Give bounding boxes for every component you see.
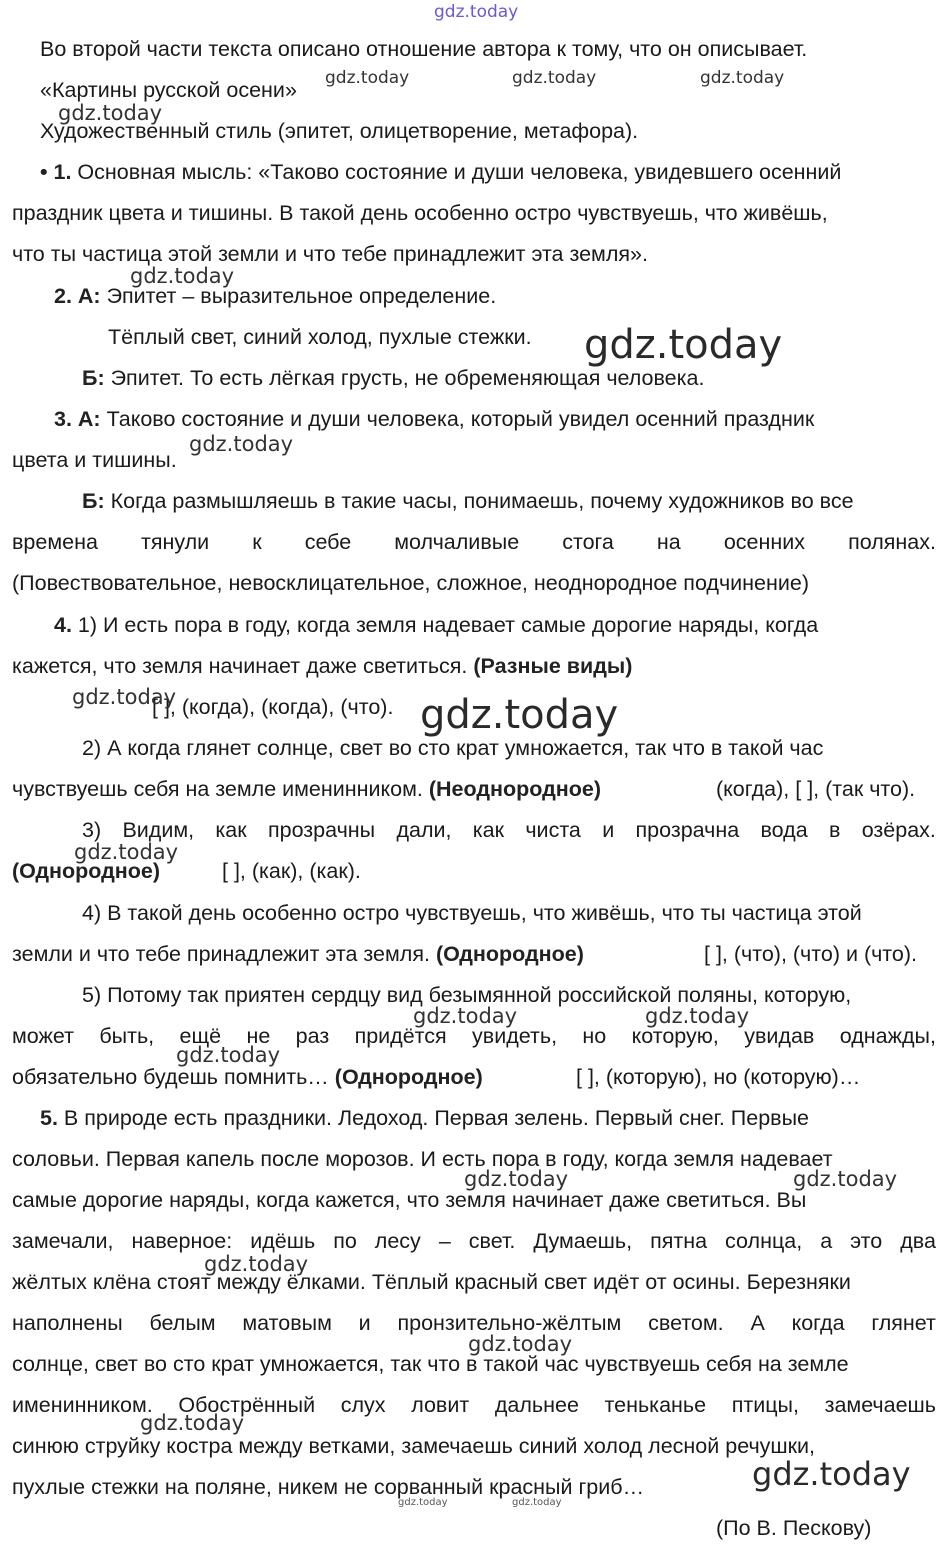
word: себе [304, 530, 352, 554]
watermark: gdz.today [74, 840, 179, 864]
q4-label: 4. [54, 613, 72, 637]
word: как [472, 818, 505, 842]
word: 3) [82, 818, 102, 842]
word: солнца, [725, 1229, 803, 1253]
watermark-small: gdz.today [398, 1497, 448, 1508]
q4-s5-line-1: 5) Потому так приятен сердцу вид безымянной российской поляны, которую, [82, 983, 852, 1007]
word: глянет [871, 1311, 936, 1335]
word: полянах. [848, 530, 936, 554]
q5-line-5: жёлтых клёна стоят между ёлками. Тёплый красный свет идёт от осины. Березняки [12, 1270, 851, 1294]
q4-s1-line-2 [12, 651, 632, 681]
q5-line-7: солнце, свет во сто крат умножается, так что в такой час чувствуешь себя на земле [12, 1352, 849, 1376]
q4-s1-type: (Разные виды) [473, 654, 633, 678]
word: прозрачна [635, 818, 740, 842]
intro-line-2: «Картины русской осени» [40, 78, 297, 102]
word: именинником. [12, 1393, 153, 1417]
q1-marker: • 1. [40, 160, 72, 184]
word: замечаешь [824, 1393, 936, 1417]
word: тянули [140, 530, 210, 554]
q2-a-line [54, 281, 496, 311]
word: теньканье [604, 1393, 707, 1417]
q4-s2-line-1: 2) А когда глянет солнце, свет во сто крат умножается, так что в такой час [82, 736, 824, 760]
word: когда [791, 1311, 845, 1335]
word: стога [562, 530, 614, 554]
q3-b-text-1: Когда размышляешь в такие часы, понимаешь, почему художников во все [104, 489, 854, 513]
q5-line-3: самые дорогие наряды, когда кажется, что земля начинает даже светиться. Вы [12, 1188, 807, 1212]
q4-s2-text-2: чувствуешь себя на земле именинником. [12, 777, 423, 801]
q4-s2-line-2 [12, 774, 601, 804]
word: а [820, 1229, 833, 1253]
intro-line-1: Во второй части текста описано отношение автора к тому, что он описывает. [40, 37, 808, 61]
q5-source: (По В. Пескову) [716, 1516, 872, 1540]
q2-b-label: Б: [82, 366, 105, 390]
watermark-large: gdz.today [752, 1455, 911, 1493]
q4-s4-text-2: земли и что тебе принадлежит эта земля. [12, 942, 430, 966]
word: два [900, 1229, 936, 1253]
word: прозрачны [267, 818, 376, 842]
q3-a-line-2: цвета и тишины. [12, 448, 177, 472]
word: светом. [648, 1311, 724, 1335]
word: придётся [354, 1024, 447, 1048]
word: как [215, 818, 247, 842]
q4-s1-line-1 [54, 610, 818, 640]
word: Видим, [122, 818, 195, 842]
word: увидав [744, 1024, 815, 1048]
q1-line-2: праздник цвета и тишины. В такой день особенно остро чувствуешь, что живёшь, [12, 201, 828, 225]
word: времена [12, 530, 98, 554]
word: осенних [723, 530, 805, 554]
q4-s1-text-1: 1) И есть пора в году, когда земля надевает самые дорогие наряды, когда [71, 613, 819, 637]
q5-text-1: В природе есть праздники. Ледоход. Первая зелень. Первый снег. Первые [57, 1106, 809, 1130]
word: свет. [468, 1229, 516, 1253]
q2-a-label: 2. А: [54, 284, 101, 308]
word: увидеть, [472, 1024, 558, 1048]
word: молчаливые [394, 530, 520, 554]
q4-s3-line-1 [82, 815, 936, 845]
watermark: gdz.today [325, 68, 410, 88]
watermark: gdz.today [204, 1252, 309, 1276]
word: которую, [631, 1024, 719, 1048]
q3-a-text-1: Таково состояние и души человека, который увидел осенний праздник [100, 407, 815, 431]
word: пятна [650, 1229, 708, 1253]
q4-s4-line-2 [12, 939, 584, 969]
watermark: gdz.today [468, 1332, 573, 1356]
word: это [850, 1229, 883, 1253]
q5-line-4 [12, 1226, 936, 1256]
q5-label: 5. [40, 1106, 58, 1130]
word: раз [295, 1024, 330, 1048]
watermark-large: gdz.today [420, 692, 619, 738]
word: белым [149, 1311, 216, 1335]
q1-line-3: что ты частица этой земли и что тебе принадлежит эта земля». [12, 242, 648, 266]
watermark: gdz.today [176, 1043, 281, 1067]
q3-a-line-1 [54, 404, 814, 434]
word: ещё [179, 1024, 222, 1048]
q5-line-9: синюю струйку костра между ветками, замечаешь синий холод лесной речушки, [12, 1434, 816, 1458]
word: наполнены [12, 1311, 123, 1335]
q3-b-line-2 [12, 527, 936, 557]
word: замечали, [12, 1229, 114, 1253]
word: матовым [242, 1311, 332, 1335]
q5-line-2: соловьи. Первая капель после морозов. И есть пора в году, когда земля надевает [12, 1147, 833, 1171]
q5-line-1 [40, 1103, 809, 1133]
watermark: gdz.today [793, 1167, 898, 1191]
q3-b-line-1 [82, 486, 854, 516]
q4-s1-text-2: кажется, что земля начинает даже светиться. [12, 654, 468, 678]
word: Думаешь, [533, 1229, 633, 1253]
word: однажды, [839, 1024, 936, 1048]
word: может [12, 1024, 74, 1048]
q1-line-1 [40, 157, 841, 187]
watermark-small: gdz.today [512, 1497, 562, 1508]
word: Обострённый [178, 1393, 316, 1417]
watermark: gdz.today [512, 68, 597, 88]
q3-a-label: 3. А: [54, 407, 101, 431]
watermark: gdz.today [464, 1167, 569, 1191]
watermark: gdz.today [645, 1004, 750, 1028]
word: А [750, 1311, 765, 1335]
watermark-top: gdz.today [434, 2, 519, 22]
q3-b-label: Б: [82, 489, 105, 513]
word: лесу [374, 1229, 421, 1253]
q4-s5-scheme: [ ], (которую), но (которую)… [576, 1065, 861, 1089]
q4-s3-type: (Однородное) [12, 859, 160, 883]
watermark: gdz.today [140, 1411, 245, 1435]
word: в [828, 818, 841, 842]
word: к [252, 530, 262, 554]
word: ловит [411, 1393, 470, 1417]
q2-a-examples: Тёплый свет, синий холод, пухлые стежки. [108, 325, 532, 349]
q4-s1-scheme: [ ], (когда), (когда), (что). [152, 695, 394, 719]
q4-s2-type: (Неоднородное) [428, 777, 601, 801]
q1-text-1: Основная мысль: «Таково состояние и души человека, увидевшего осенний [71, 160, 842, 184]
q5-line-10: пухлые стежки на поляне, никем не сорванный красный гриб… [12, 1475, 645, 1499]
watermark: gdz.today [413, 1004, 518, 1028]
word: идёшь [250, 1229, 316, 1253]
word: – [438, 1229, 451, 1253]
watermark-large: gdz.today [584, 322, 783, 368]
word: чиста [525, 818, 581, 842]
word: не [246, 1024, 271, 1048]
q4-s5-type: (Однородное) [334, 1065, 483, 1089]
q4-s4-line-1: 4) В такой день особенно остро чувствуешь, что живёшь, что ты частица этой [82, 901, 862, 925]
word: но [582, 1024, 607, 1048]
word: и [358, 1311, 371, 1335]
word: вода [760, 818, 808, 842]
word: пронзительно-жёлтым [397, 1311, 622, 1335]
q2-b-text: Эпитет. То есть лёгкая грусть, не обременяющая человека. [104, 366, 705, 390]
watermark: gdz.today [58, 101, 163, 125]
word: дальнее [494, 1393, 579, 1417]
word: птицы, [731, 1393, 799, 1417]
q4-s2-scheme: (когда), [ ], (так что). [716, 777, 916, 801]
word: слух [340, 1393, 386, 1417]
q4-s3-scheme: [ ], (как), (как). [222, 859, 361, 883]
word: наверное: [131, 1229, 233, 1253]
watermark: gdz.today [72, 685, 177, 709]
watermark: gdz.today [700, 68, 785, 88]
watermark: gdz.today [189, 432, 294, 456]
word: и [602, 818, 615, 842]
q2-a-text: Эпитет – выразительное определение. [100, 284, 497, 308]
word: быть, [99, 1024, 155, 1048]
watermark: gdz.today [130, 264, 235, 288]
q3-b-line-3: (Повествовательное, невосклицательное, сложное, неоднородное подчинение) [12, 571, 810, 595]
q4-s4-type: (Однородное) [435, 942, 584, 966]
word: по [333, 1229, 357, 1253]
intro-line-3: Художественный стиль (эпитет, олицетворение, метафора). [40, 119, 639, 143]
word: дали, [396, 818, 452, 842]
q4-s5-text-3: обязательно будешь помнить… [12, 1065, 329, 1089]
q4-s4-scheme: [ ], (что), (что) и (что). [704, 942, 917, 966]
word: озёрах. [861, 818, 936, 842]
word: на [656, 530, 681, 554]
